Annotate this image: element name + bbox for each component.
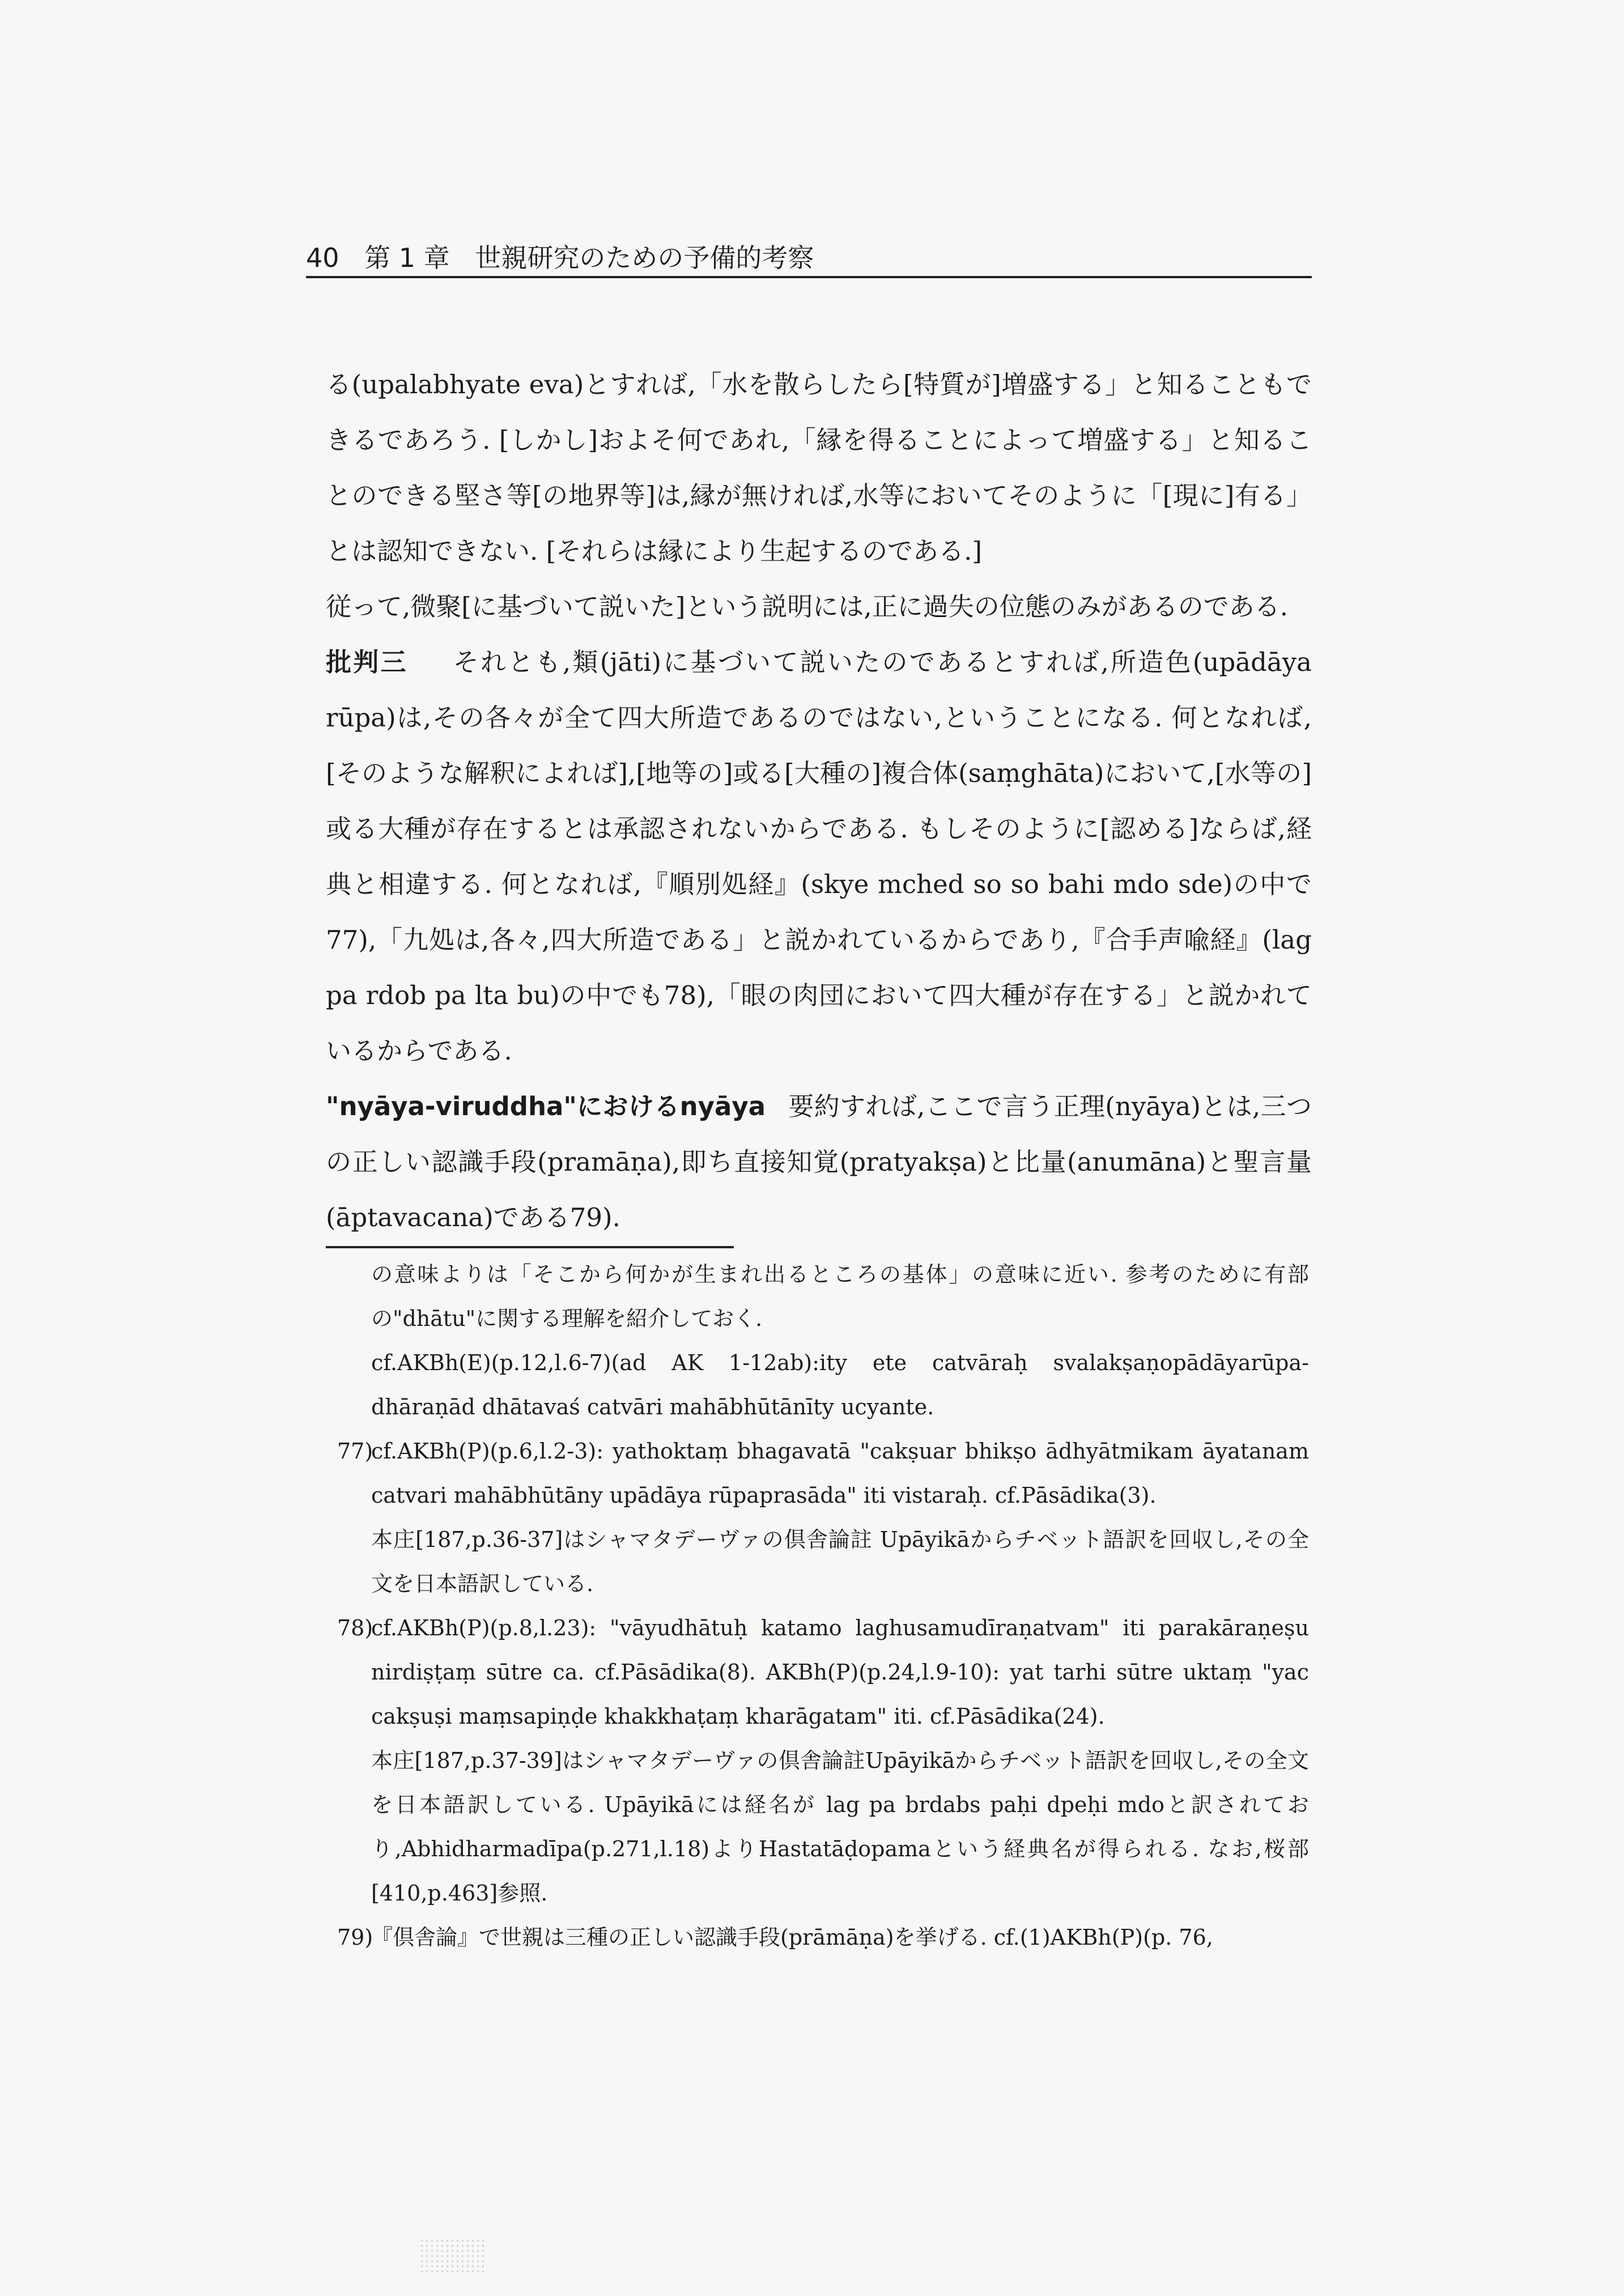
footnote-79	[337, 1915, 1309, 1959]
footnote-rule	[326, 1246, 734, 1248]
paragraph: る(upalabhyate eva)とすれば,「水を散らしたら[特質が]増盛する」と知ることもできるであろう. [しかし]およそ何であれ,「縁を得ることによって増盛する」と知ることのできる堅さ等[の地界等]は,縁が無ければ,水等においてそのように「[現に]有る」とは認知できない. [それらは縁により生起するのである.]	[326, 369, 1312, 566]
footnote-text: 『倶舎論』で世親は三種の正しい認識手段(prāmāṇa)を挙げる. cf.(1)AKBh(P)(p. 76,	[371, 1925, 1213, 1950]
footnote-text: cf.AKBh(P)(p.8,l.23): "vāyudhātuḥ katamo laghusamudīraṇatvam" iti parakāraṇeṣu nirdiṣṭaṃ sūtre ca. cf.Pāsādika(8). AKBh(P)(p.24,l.9-10): yat tarhi sūtre uktaṃ "yac cakṣuṣi maṃsapiṇḍe khakkhaṭaṃ kharāgatam" iti. cf.Pāsādika(24).	[371, 1615, 1309, 1729]
footnote-number: 78)	[337, 1615, 373, 1640]
footnote-number: 77)	[337, 1439, 373, 1464]
footnote-continuation: の意味よりは「そこから何かが生まれ出るところの基体」の意味に近い. 参考のために有部の"dhātu"に関する理解を紹介しておく.	[371, 1262, 1309, 1331]
chapter-number: 第 1 章	[364, 243, 450, 273]
footnote-text: 本庄[187,p.37-39]はシャマタデーヴァの倶舎論註Upāyikāからチベット語訳を回収し,その全文を日本語訳している. Upāyikāには経名が lag pa brdabs paḥi dpeḥi mdoと訳されており,Abhidharmadīpa(p.271,l.18)よりHastatāḍopamaという経典名が得られる. なお,桜部[410,p.463]参照.	[371, 1748, 1309, 1906]
scan-noise	[419, 2238, 487, 2272]
paragraph	[326, 1079, 1312, 1245]
main-text	[326, 357, 1312, 1245]
footnote-77	[337, 1429, 1309, 1606]
paragraph-text: 要約すれば,ここで言う正理(nyāya)とは,三つの正しい認識手段(pramāṇa),即ち直接知覚(pratyakṣa)と比量(anumāna)と聖言量(āptavacana)である79).	[326, 1091, 1312, 1232]
footnote-number: 79)	[337, 1925, 373, 1950]
paragraph	[326, 635, 1312, 1079]
chapter-title: 世親研究のための予備的考察	[475, 243, 814, 273]
footnotes	[337, 1252, 1309, 1959]
section-heading: 批判三	[326, 647, 408, 677]
footnote-continuation: cf.AKBh(E)(p.12,l.6-7)(ad AK 1-12ab):ity ete catvāraḥ svalakṣaṇopādāyarūpa-dhāraṇād dhātavaś catvāri mahābhūtānīty ucyante.	[371, 1350, 1309, 1419]
footnote-text: 本庄[187,p.36-37]はシャマタデーヴァの倶舎論註 Upāyikāからチベット語訳を回収し,その全文を日本語訳している.	[371, 1527, 1309, 1596]
section-heading: "nyāya-viruddha"におけるnyāya	[326, 1091, 766, 1121]
footnote-78	[337, 1606, 1309, 1915]
paragraph: 従って,微聚[に基づいて説いた]という説明には,正に過失の位態のみがあるのである.	[326, 592, 1289, 622]
paragraph-text: それとも,類(jāti)に基づいて説いたのであるとすれば,所造色(upādāya rūpa)は,その各々が全て四大所造であるのではない,ということになる. 何となれば,[そのような解釈によれば],[地等の]或る[大種の]複合体(saṃghāta)において,[水等の]或る大種が存在するとは承認されないからである. もしそのように[認める]ならば,経典と相違する. 何となれば,『順別処経』(skye mched so so bahi mdo sde)の中で77),「九処は,各々,四大所造である」と説かれているからであり,『合手声喩経』(lag pa rdob pa lta bu)の中でも78),「眼の肉団において四大種が存在する」と説かれているからである.	[326, 647, 1312, 1066]
page-number: 40	[306, 243, 339, 273]
running-head	[306, 241, 1312, 278]
footnote-text: cf.AKBh(P)(p.6,l.2-3): yathoktaṃ bhagavatā "cakṣuar bhikṣo ādhyātmikam āyatanam catvari mahābhūtāny upādāya rūpaprasāda" iti vistaraḥ. cf.Pāsādika(3).	[371, 1439, 1309, 1508]
